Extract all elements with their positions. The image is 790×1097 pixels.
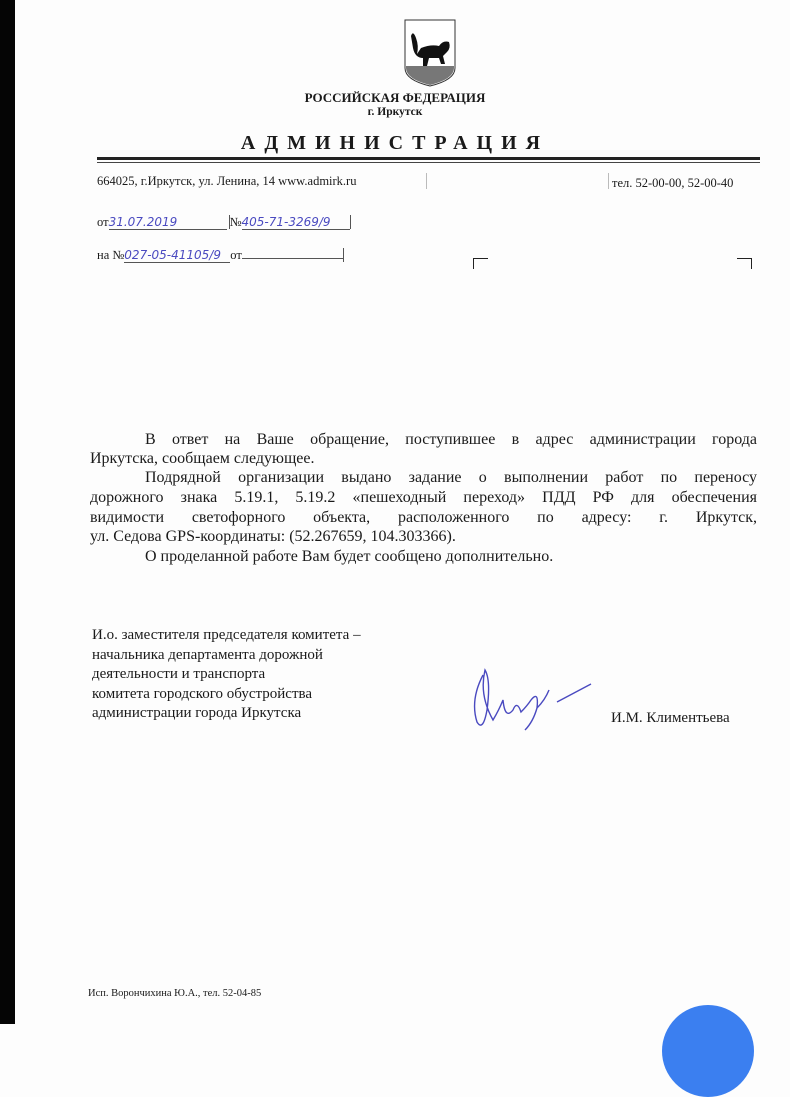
header-rule-thin bbox=[97, 162, 760, 163]
from-label: от bbox=[97, 215, 109, 229]
position-line: деятельности и транспорта bbox=[92, 666, 266, 682]
executor-info: Исп. Ворончихина Ю.А., тел. 52-04-85 bbox=[88, 988, 262, 999]
number-label: № bbox=[229, 215, 242, 229]
address-corner-right bbox=[737, 258, 752, 269]
body-line: Иркутска, сообщаем следующее. bbox=[90, 450, 315, 467]
body-line: О проделанной работе Вам будет сообщено дополнительно. bbox=[145, 548, 554, 565]
position-line: И.о. заместителя председателя комитета – bbox=[92, 627, 361, 643]
country-name: РОССИЙСКАЯ ФЕДЕРАЦИЯ bbox=[304, 90, 486, 105]
signatory-position bbox=[92, 626, 361, 724]
reply-label: на № bbox=[97, 248, 125, 262]
position-line: начальника департамента дорожной bbox=[92, 646, 323, 663]
reply-number: 027-05-41105/9 bbox=[124, 248, 230, 263]
outgoing-date: 31.07.2019 bbox=[109, 215, 227, 230]
divider bbox=[426, 173, 427, 189]
outgoing-reg-line bbox=[97, 215, 354, 230]
body-line: Подрядной организации выдано задание о выполнении работ по переносу bbox=[145, 469, 757, 486]
phone: тел. 52-00-00, 52-00-40 bbox=[612, 176, 734, 190]
address-corner-left bbox=[473, 258, 488, 269]
outgoing-number: 405-71-3269/9 bbox=[242, 215, 350, 230]
body-line: видимости светофорного объекта, расположенного по адресу: г. Иркутск, bbox=[90, 509, 757, 526]
header-rule bbox=[97, 157, 760, 160]
organization-title: АДМИНИСТРАЦИЯ bbox=[240, 132, 550, 154]
body-line: В ответ на Ваше обращение, поступившее в адрес администрации города bbox=[145, 431, 757, 448]
divider bbox=[608, 173, 609, 189]
reply-date bbox=[242, 258, 343, 259]
city-name: г. Иркутск bbox=[367, 106, 423, 118]
reply-reg-line bbox=[97, 248, 347, 263]
floating-action-button[interactable] bbox=[662, 1005, 754, 1097]
body-line: дорожного знака 5.19.1, 5.19.2 «пешеходный переход» ПДД РФ для обеспечения bbox=[90, 489, 757, 506]
reply-date-label: от bbox=[230, 248, 242, 262]
handwritten-signature bbox=[465, 660, 595, 740]
position-line: комитета городского обустройства bbox=[92, 685, 313, 702]
address: 664025, г.Иркутск, ул. Ленина, 14 www.admirk.ru bbox=[97, 174, 357, 188]
irkutsk-coat-of-arms bbox=[403, 18, 457, 88]
body-line: ул. Седова GPS-координаты: (52.267659, 104.303366). bbox=[90, 528, 456, 545]
position-line: администрации города Иркутска bbox=[92, 705, 302, 721]
signatory-name: И.М. Климентьева bbox=[611, 710, 730, 726]
